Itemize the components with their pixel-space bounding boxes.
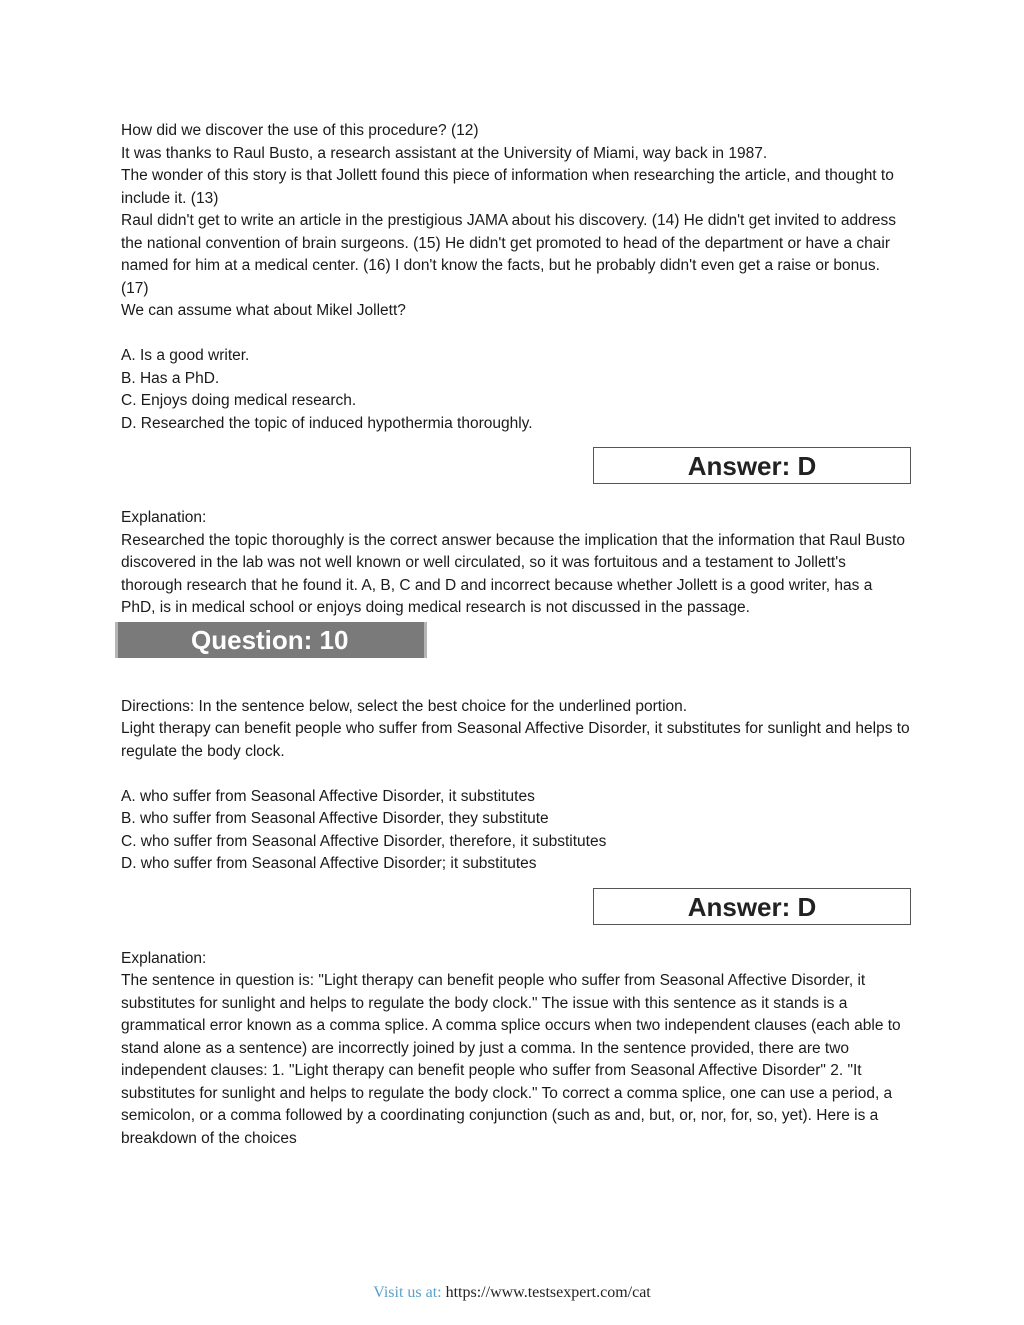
option-c: C. Enjoys doing medical research. xyxy=(121,392,357,409)
question-sentence: Light therapy can benefit people who suffer from Seasonal Affective Disorder, it substitutes for sunlight and helps to regulate the body clock. xyxy=(121,720,910,760)
footer-label: Visit us at: xyxy=(373,1284,446,1301)
answer-row xyxy=(121,888,911,948)
option-d: D. who suffer from Seasonal Affective Disorder; it substitutes xyxy=(121,855,537,872)
answer-box: Answer: D xyxy=(593,447,911,484)
passage-line: It was thanks to Raul Busto, a research assistant at the University of Miami, way back in 1987. xyxy=(121,144,768,162)
explanation xyxy=(121,507,911,620)
answer-row xyxy=(121,447,911,507)
answer-options xyxy=(121,786,911,876)
page-content xyxy=(121,120,911,1150)
option-d: D. Researched the topic of induced hypothermia thoroughly. xyxy=(121,414,533,432)
passage-line: The wonder of this story is that Jollett found this piece of information when researching the article, and thought to include it. (13) xyxy=(121,167,894,207)
answer-options xyxy=(121,345,911,435)
question-heading-bar xyxy=(115,622,427,658)
page-footer xyxy=(0,1284,1024,1302)
question-text xyxy=(121,696,911,764)
explanation-text: Researched the topic thoroughly is the correct answer because the implication that the information that Raul Busto discovered in the lab was not well known or well circulated, so it was fortuitous and a testament to Jollett's thorough research that he found it. A, B, C and D and incorrect because whether Jollett is a good writer, has a PhD, is in medical school or enjoys doing medical research is not discussed in the passage. xyxy=(121,531,906,616)
option-a: A. who suffer from Seasonal Affective Disorder, it substitutes xyxy=(121,787,535,805)
option-b: B. who suffer from Seasonal Affective Disorder, they substitute xyxy=(121,810,549,827)
option-a: A. Is a good writer. xyxy=(121,347,250,364)
option-b: B. Has a PhD. xyxy=(121,369,220,387)
passage-text xyxy=(121,120,911,323)
option-c: C. who suffer from Seasonal Affective Disorder, therefore, it substitutes xyxy=(121,832,607,850)
spacer xyxy=(121,658,911,696)
passage-line: Raul didn't get to write an article in the prestigious JAMA about his discovery. (14) He didn't get invited to address the national convention of brain surgeons. (15) He didn't get promoted to head of the department or have a chair named for him at a medical center. (16) I don't know the facts, but he probably didn't even get a raise or bonus. (17) xyxy=(121,212,897,297)
explanation-label: Explanation: xyxy=(121,949,207,967)
question-prompt: We can assume what about Mikel Jollett? xyxy=(121,302,406,319)
directions-line: Directions: In the sentence below, select the best choice for the underlined portion. xyxy=(121,697,688,715)
footer-link[interactable]: https://www.testsexpert.com/cat xyxy=(445,1284,651,1301)
explanation-text: The sentence in question is: "Light therapy can benefit people who suffer from Seasonal Affective Disorder, it substitutes for sunlight and helps to regulate the body clock." The issue with this sentence as it stands is a grammatical error known as a comma splice. A comma splice occurs when two independent clauses (each able to stand alone as a sentence) are incorrectly joined by just a comma. In the sentence provided, there are two independent clauses: 1. "Light therapy can benefit people who suffer from Seasonal Affective Disorder" 2. "It substitutes for sunlight and helps to regulate the body clock." To correct a comma splice, one can use a period, a semicolon, or a comma followed by a coordinating conjunction (such as and, but, or, nor, for, so, yet). Here is a breakdown of the choices xyxy=(121,972,901,1147)
spacer xyxy=(121,323,911,346)
explanation-label: Explanation: xyxy=(121,509,207,526)
spacer xyxy=(121,763,911,786)
passage-line: How did we discover the use of this procedure? (12) xyxy=(121,122,479,139)
answer-box: Answer: D xyxy=(593,888,911,925)
question-heading: Question: 10 xyxy=(191,624,349,655)
explanation xyxy=(121,948,911,1151)
